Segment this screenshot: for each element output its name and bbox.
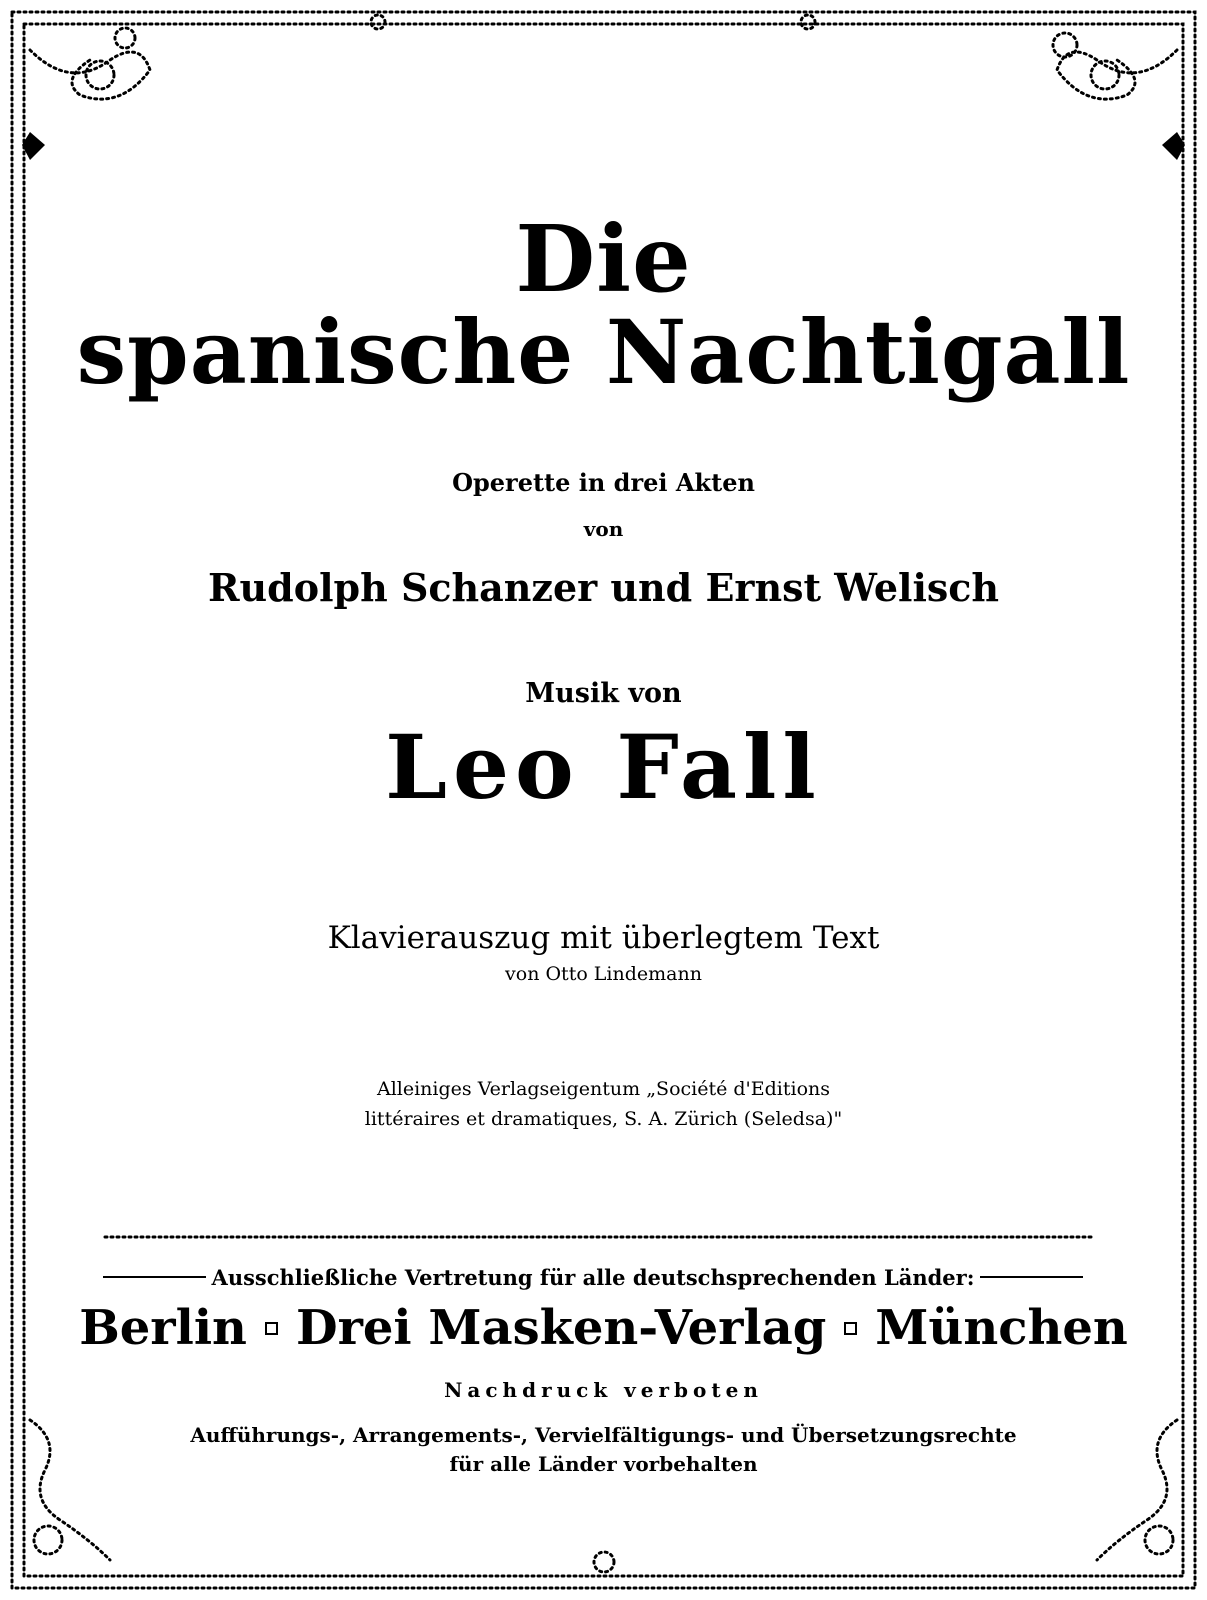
title-line-1: Die — [515, 205, 692, 313]
corner-swirl-bottom-left — [34, 1526, 62, 1554]
publisher-rights-line-2: littéraires et dramatiques, S. A. Zürich (Seledsa)" — [364, 1108, 843, 1130]
rights-line-1: Aufführungs-, Arrangements-, Vervielfältigungs- und Übersetzungsrechte — [190, 1423, 1017, 1447]
edition-description: Klavierauszug mit überlegtem Text — [327, 920, 880, 956]
corner-ornament-top-right — [1057, 50, 1177, 99]
arranger: von Otto Lindemann — [505, 963, 702, 985]
publisher-rights-line-1: Alleiniges Verlagseigentum „Société d'Editions — [376, 1078, 831, 1100]
corner-swirl-top-right — [1053, 33, 1077, 57]
title-line-2: spanische Nachtigall — [76, 300, 1131, 404]
corner-ornament-top-left — [30, 50, 150, 99]
corner-swirl-top-left — [115, 28, 135, 48]
rights-line-2: für alle Länder vorbehalten — [449, 1452, 758, 1476]
reprint-notice: Nachdruck verboten — [444, 1378, 763, 1402]
corner-swirl-bottom-right — [1145, 1526, 1173, 1554]
publisher-city-muenchen: München — [875, 1300, 1128, 1356]
rule-left — [103, 1276, 206, 1278]
rule-right — [980, 1276, 1083, 1278]
publisher-line — [0, 1300, 1207, 1356]
subtitle: Operette in drei Akten — [452, 468, 755, 497]
separator-square-icon — [265, 1322, 278, 1335]
top-center-ornament-left — [371, 15, 385, 29]
publisher-name: Drei Masken-Verlag — [295, 1300, 827, 1356]
top-center-ornament-right — [801, 15, 815, 29]
composer-name: Leo Fall — [385, 715, 822, 819]
representation-row — [103, 1263, 1083, 1291]
bottom-center-ornament — [594, 1552, 614, 1572]
by-label: von — [583, 517, 624, 541]
representation-text: Ausschließliche Vertretung für alle deutschsprechenden Länder: — [211, 1264, 975, 1290]
music-label: Musik von — [525, 678, 682, 709]
separator-square-icon — [844, 1322, 857, 1335]
librettists: Rudolph Schanzer und Ernst Welisch — [207, 565, 1000, 610]
publisher-city-berlin: Berlin — [79, 1300, 247, 1356]
